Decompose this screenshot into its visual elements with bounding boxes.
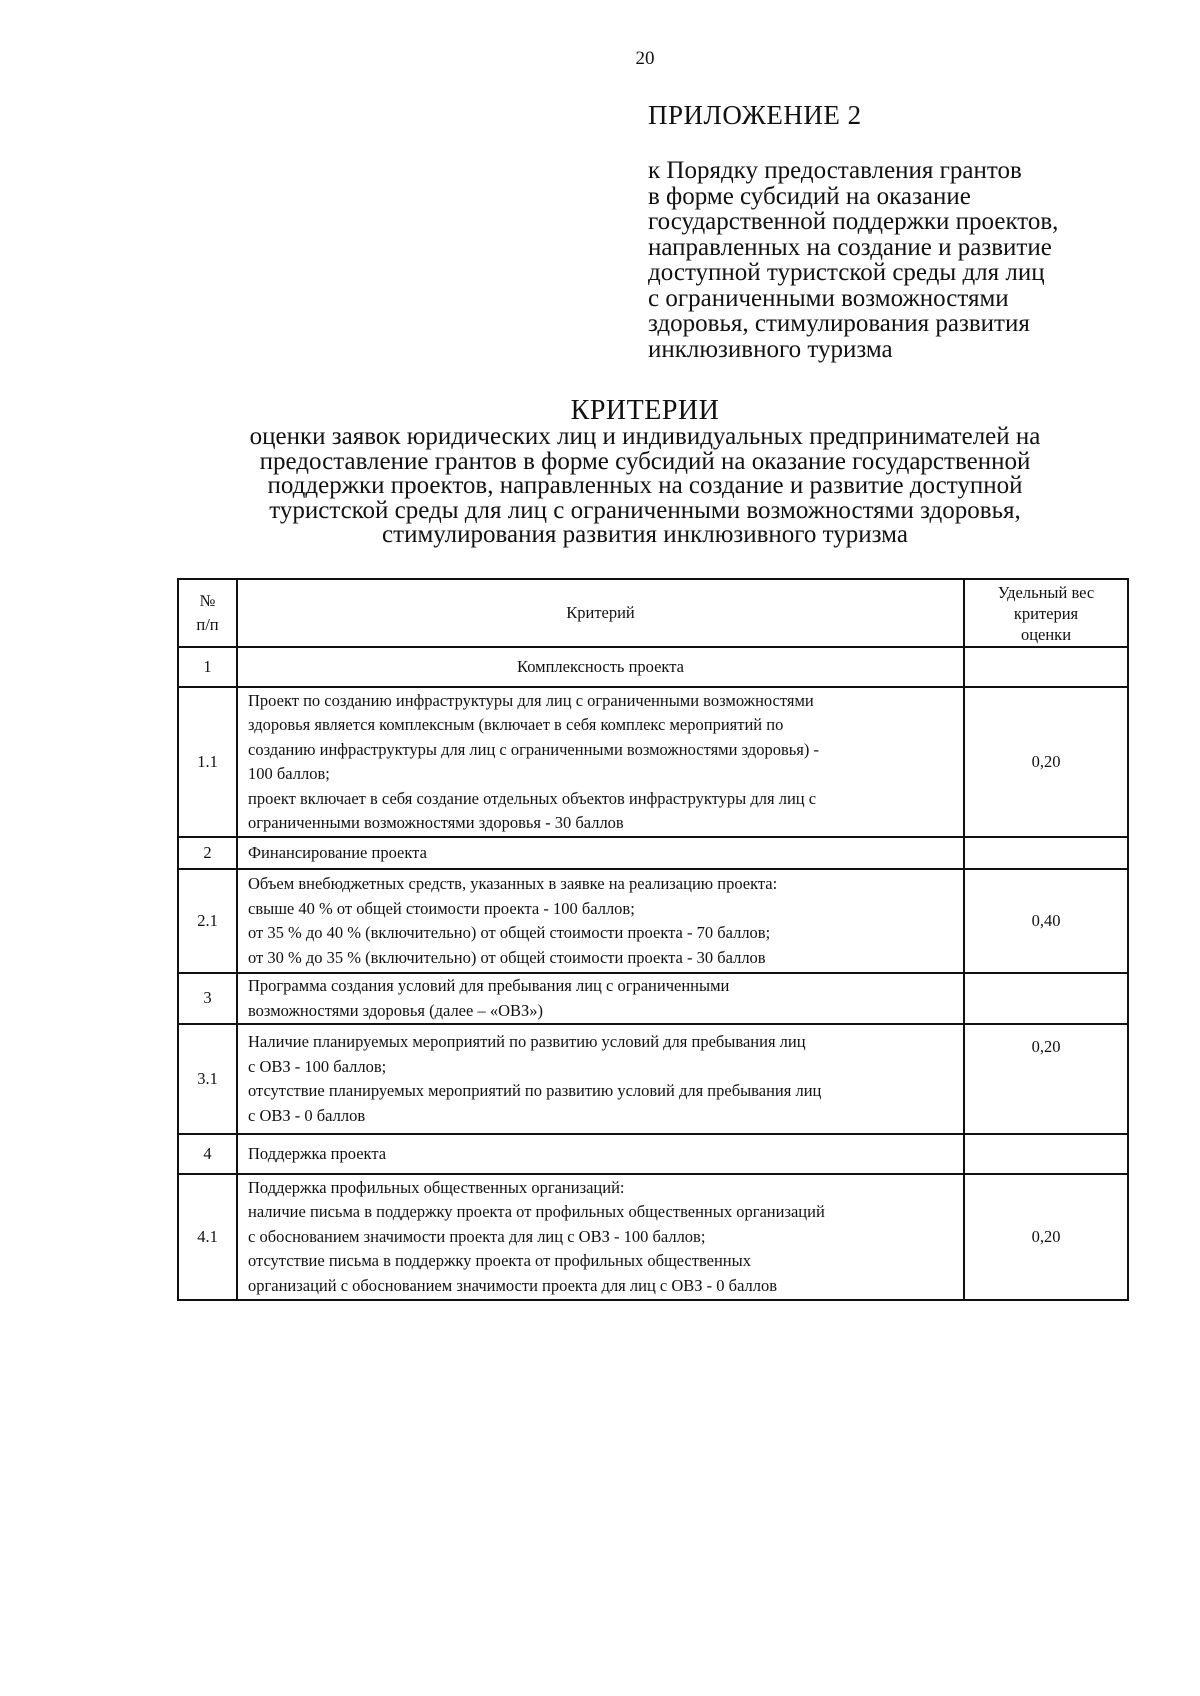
row-weight <box>964 1134 1128 1174</box>
criterion-line: здоровья является комплексным (включает в себя комплекс мероприятий по <box>248 715 784 734</box>
row-weight <box>964 837 1128 869</box>
criterion-line: Объем внебюджетных средств, указанных в заявке на реализацию проекта: <box>248 874 778 893</box>
criterion-line: отсутствие письма в поддержку проекта от профильных общественных <box>248 1251 751 1271</box>
row-weight: 0,40 <box>964 869 1128 973</box>
criterion-line: Финансирование проекта <box>248 842 427 862</box>
criterion-line: проект включает в себя создание отдельных объектов инфраструктуры для лиц с <box>248 788 817 808</box>
appendix-subtitle-line: доступной туристской среды для лиц <box>648 259 1045 286</box>
row-number: 1 <box>178 647 237 687</box>
criterion-line: от 35 % до 40 % (включительно) от общей стоимости проекта - 70 баллов; <box>248 923 771 942</box>
criterion-line: Проект по созданию инфраструктуры для лиц с ограниченными возможностями <box>248 690 814 710</box>
criteria-subtitle-line: предоставление грантов в форме субсидий на оказание государственной <box>259 447 1031 475</box>
criterion-line: с обоснованием значимости проекта для лиц с ОВЗ - 100 баллов; <box>248 1226 706 1246</box>
criterion-line: организаций с обоснованием значимости проекта для лиц с ОВЗ - 0 баллов <box>248 1275 778 1295</box>
criteria-subtitle-line: поддержки проектов, направленных на создание и развитие доступной <box>267 472 1023 499</box>
criteria-subtitle-line: туристской среды для лиц с ограниченными возможностями здоровья, <box>269 496 1021 524</box>
appendix-subtitle-line: здоровья, стимулирования развития <box>648 310 1030 337</box>
row-number: 1.1 <box>178 687 237 837</box>
row-criterion <box>237 1134 964 1174</box>
table-header-row <box>178 579 1128 647</box>
criterion-line: свыше 40 % от общей стоимости проекта - 100 баллов; <box>248 898 635 918</box>
row-criterion <box>237 973 964 1024</box>
row-number: 3.1 <box>178 1024 237 1134</box>
header-weight-line: Удельный вес <box>997 582 1095 602</box>
appendix-subtitle-line: с ограниченными возможностями <box>648 284 1009 312</box>
criterion-line: Наличие планируемых мероприятий по развитию условий для пребывания лиц <box>248 1032 806 1051</box>
appendix-subtitle-line: государственной поддержки проектов, <box>648 208 1059 235</box>
appendix-subtitle-line: в форме субсидий на оказание <box>648 182 971 210</box>
criteria-title: КРИТЕРИИ <box>570 395 720 426</box>
row-criterion <box>237 647 964 687</box>
criteria-table <box>177 578 1129 1301</box>
header-number <box>178 579 237 647</box>
criterion-line: отсутствие планируемых мероприятий по развитию условий для пребывания лиц <box>248 1081 822 1100</box>
header-weight-line: оценки <box>1020 624 1072 644</box>
header-number-line: п/п <box>196 615 219 634</box>
page-number: 20 <box>635 48 655 69</box>
row-criterion <box>237 869 964 973</box>
criterion-line: от 30 % до 35 % (включительно) от общей стоимости проекта - 30 баллов <box>248 947 766 967</box>
row-weight: 0,20 <box>964 1024 1128 1134</box>
criterion-line: Программа создания условий для пребывания лиц с ограниченными <box>248 976 730 995</box>
criterion-line: 100 баллов; <box>248 764 330 783</box>
criterion-line: с ОВЗ - 100 баллов; <box>248 1056 387 1076</box>
table-row <box>178 973 1128 1024</box>
criterion-line: Поддержка проекта <box>248 1143 387 1163</box>
row-number: 3 <box>178 973 237 1024</box>
row-criterion <box>237 687 964 837</box>
table-row <box>178 1134 1128 1174</box>
appendix-subtitle-line: инклюзивного туризма <box>648 335 893 363</box>
criterion-line: Поддержка профильных общественных организаций: <box>248 1177 625 1197</box>
row-number: 4.1 <box>178 1174 237 1300</box>
criteria-subtitle-line: оценки заявок юридических лиц и индивидуальных предпринимателей на <box>249 423 1041 450</box>
table-row <box>178 1174 1128 1300</box>
table-row <box>178 647 1128 687</box>
table-row <box>178 869 1128 973</box>
appendix-subtitle <box>648 158 1168 362</box>
appendix-title: ПРИЛОЖЕНИЕ 2 <box>648 100 862 130</box>
header-number-line: № <box>199 590 216 610</box>
row-criterion <box>237 1024 964 1134</box>
table-row <box>178 1024 1128 1134</box>
row-weight: 0,20 <box>964 687 1128 837</box>
appendix-subtitle-line: направленных на создание и развитие <box>648 233 1052 261</box>
header-weight-line: критерия <box>1013 603 1079 623</box>
header-weight <box>964 579 1128 647</box>
criterion-line: с ОВЗ - 0 баллов <box>248 1105 366 1125</box>
row-number: 4 <box>178 1134 237 1174</box>
row-number: 2 <box>178 837 237 869</box>
criterion-line: возможностями здоровья (далее – «ОВЗ») <box>248 1000 544 1020</box>
row-weight: 0,20 <box>964 1174 1128 1300</box>
criterion-line: созданию инфраструктуры для лиц с ограниченными возможностями здоровья) - <box>248 739 819 759</box>
header-criterion: Критерий <box>237 579 964 647</box>
criteria-subtitle-line: стимулирования развития инклюзивного туризма <box>382 521 908 548</box>
table-row <box>178 837 1128 869</box>
row-weight <box>964 647 1128 687</box>
table-row <box>178 687 1128 837</box>
criterion-line: Комплексность проекта <box>517 656 684 676</box>
row-criterion <box>237 1174 964 1300</box>
row-number: 2.1 <box>178 869 237 973</box>
row-weight <box>964 973 1128 1024</box>
appendix-subtitle-line: к Порядку предоставления грантов <box>648 157 1022 184</box>
criterion-line: ограниченными возможностями здоровья - 30 баллов <box>248 813 624 832</box>
criterion-line: наличие письма в поддержку проекта от профильных общественных организаций <box>248 1202 825 1222</box>
row-criterion <box>237 837 964 869</box>
criteria-subtitle <box>140 425 1150 548</box>
